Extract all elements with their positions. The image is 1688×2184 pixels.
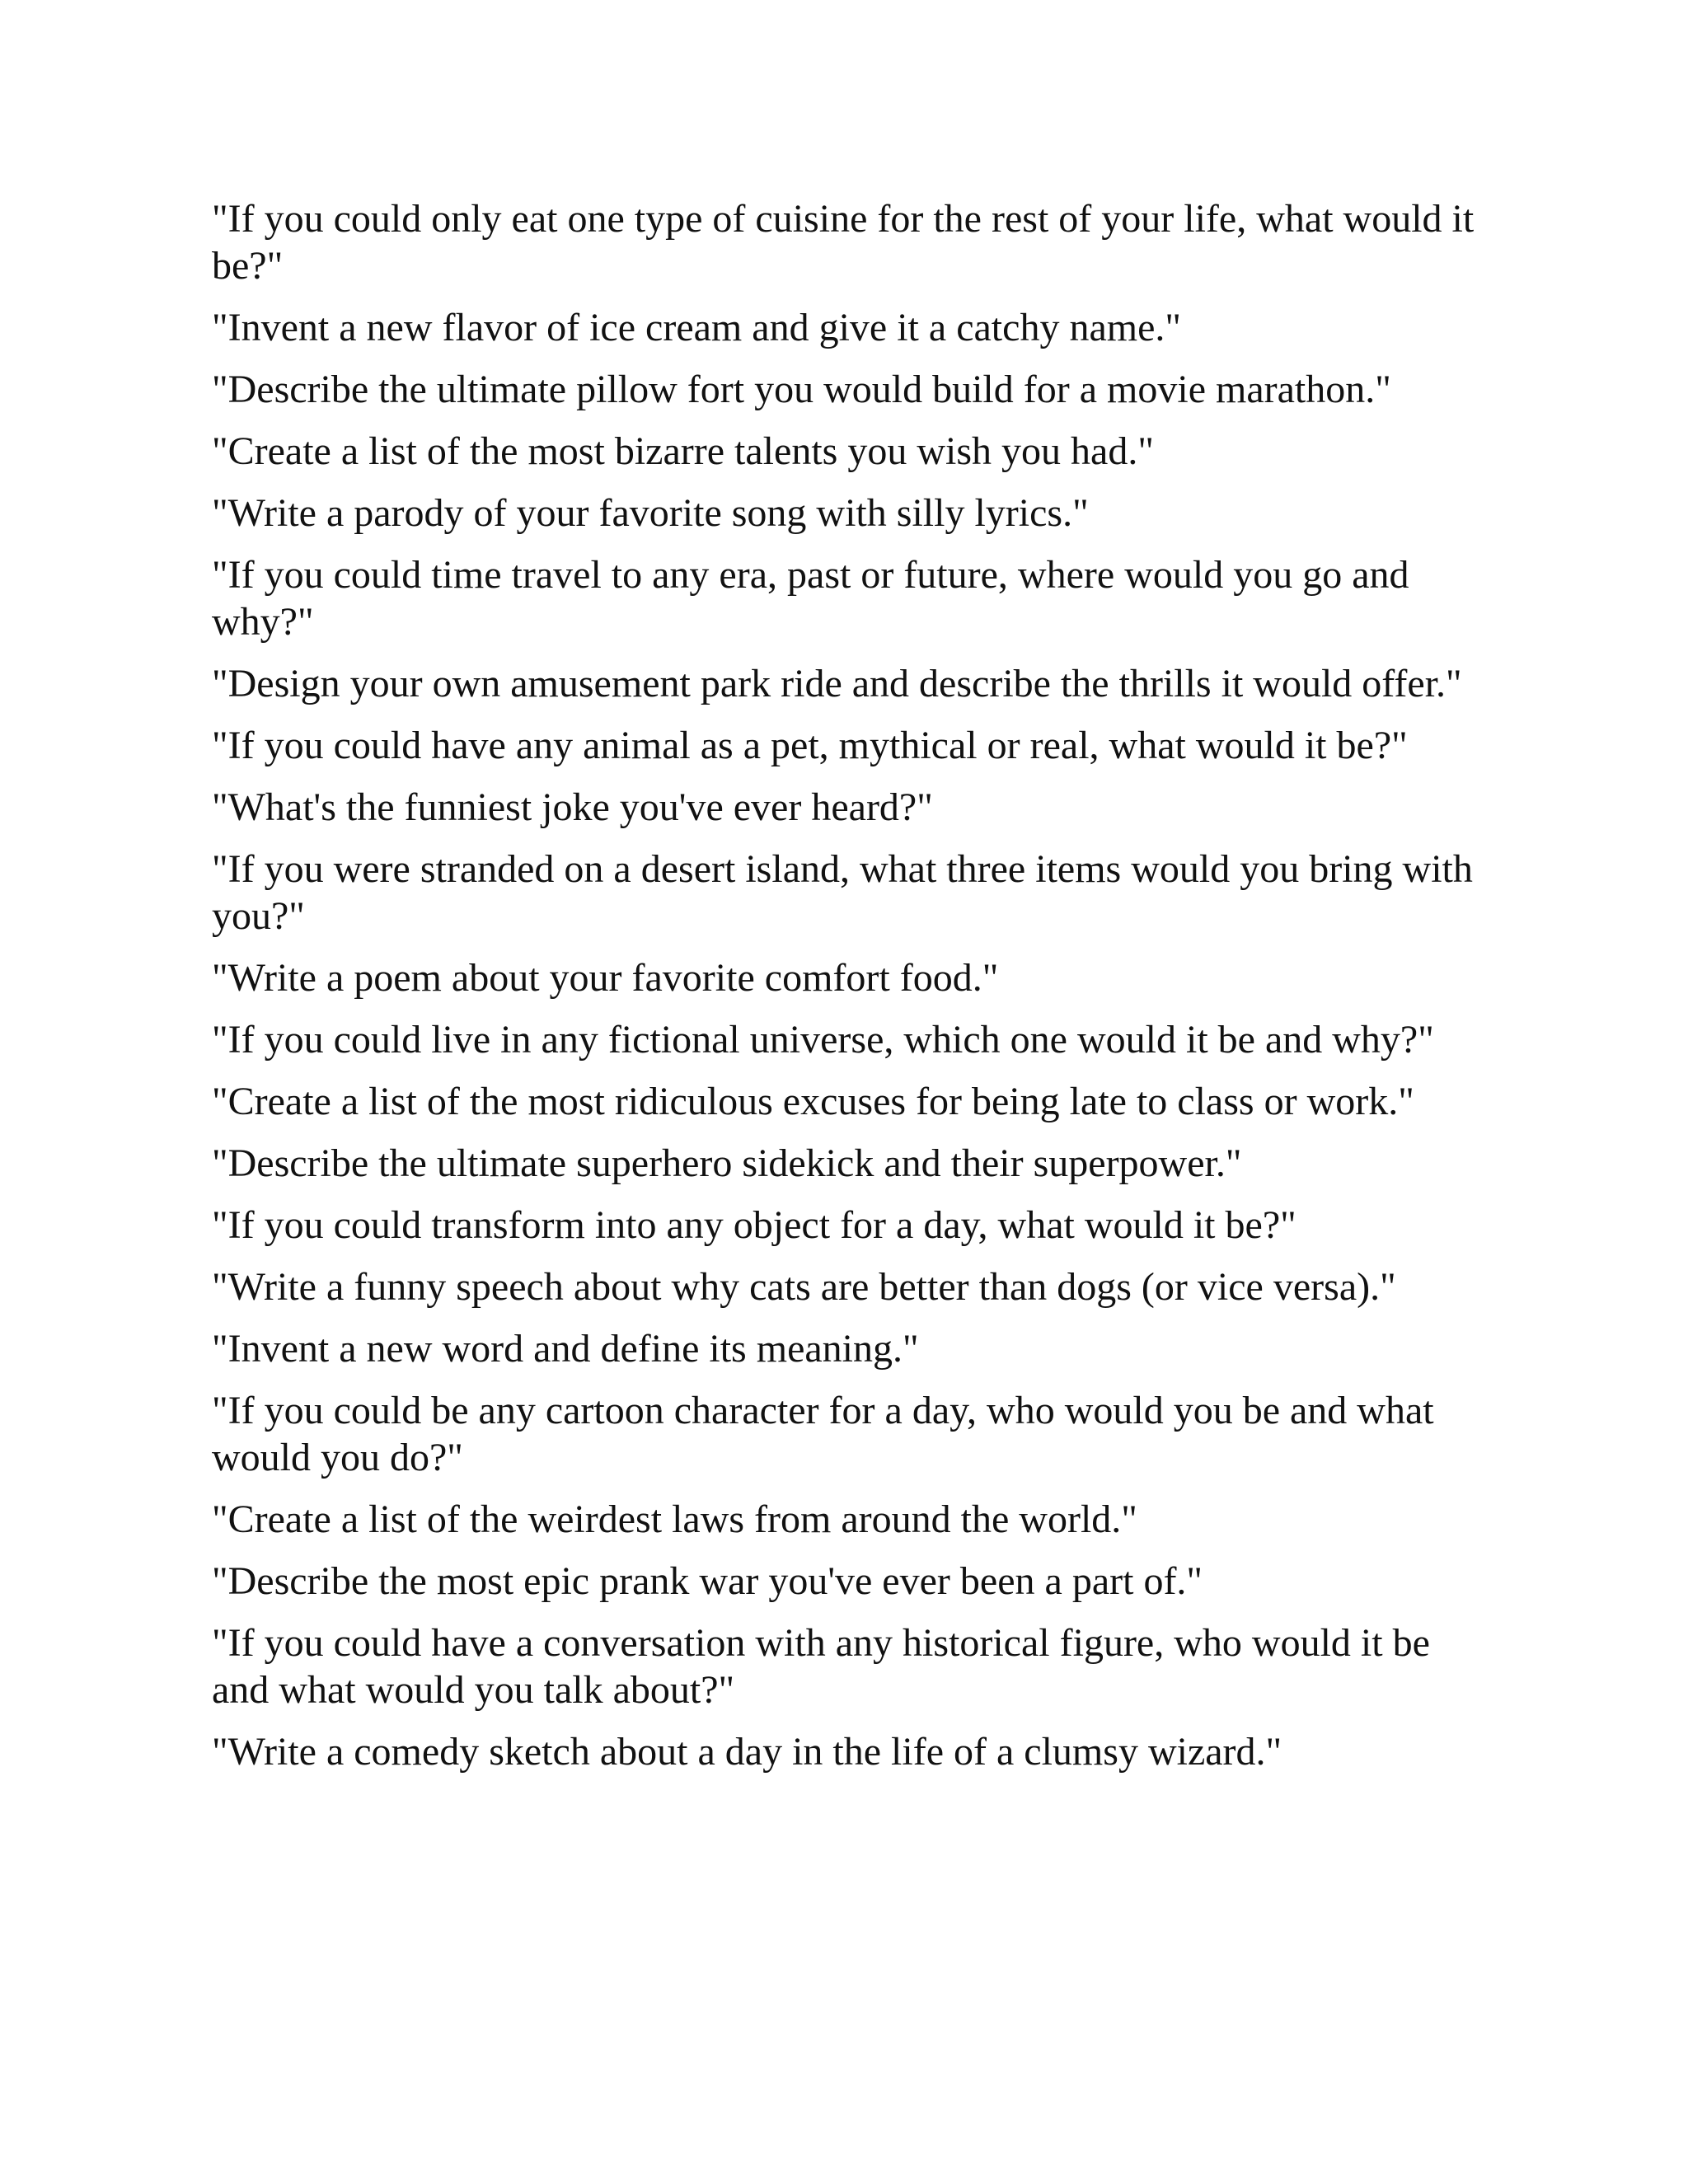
prompt-item: "Describe the ultimate pillow fort you would build for a movie marathon." [212,368,1391,411]
prompt-item: "If you were stranded on a desert island, what three items would you bring with you?" [212,847,1473,938]
prompt-item: "Write a parody of your favorite song with silly lyrics." [212,491,1089,535]
prompt-item: "Write a poem about your favorite comfort food." [212,956,999,1000]
prompt-item: "Write a comedy sketch about a day in the life of a clumsy wizard." [212,1730,1282,1774]
prompt-item: "Invent a new word and define its meaning." [212,1327,919,1371]
prompt-item: "Describe the most epic prank war you've ever been a part of." [212,1559,1203,1603]
prompt-item: "Write a funny speech about why cats are better than dogs (or vice versa)." [212,1265,1396,1309]
prompt-item: "If you could transform into any object for a day, what would it be?" [212,1203,1296,1247]
prompt-item: "If you could have a conversation with any historical figure, who would it be and what would you talk about?" [212,1621,1430,1712]
prompt-item: "Create a list of the weirdest laws from around the world." [212,1497,1137,1541]
prompt-list [212,195,1481,1790]
prompt-item: "Design your own amusement park ride and describe the thrills it would offer." [212,662,1462,705]
prompt-item: "Create a list of the most bizarre talents you wish you had." [212,429,1154,473]
prompt-item: "Create a list of the most ridiculous excuses for being late to class or work." [212,1080,1414,1123]
prompt-item: "If you could live in any fictional universe, which one would it be and why?" [212,1018,1434,1062]
prompt-item: "If you could time travel to any era, past or future, where would you go and why?" [212,553,1409,644]
prompt-item: "Invent a new flavor of ice cream and give it a catchy name." [212,306,1181,349]
prompt-item: "If you could have any animal as a pet, mythical or real, what would it be?" [212,724,1408,767]
prompt-item: "Describe the ultimate superhero sidekick and their superpower." [212,1141,1242,1185]
prompt-item: "What's the funniest joke you've ever heard?" [212,785,933,829]
prompt-item: "If you could only eat one type of cuisine for the rest of your life, what would it be?" [212,197,1475,288]
prompt-item: "If you could be any cartoon character for a day, who would you be and what would you do?" [212,1389,1434,1479]
